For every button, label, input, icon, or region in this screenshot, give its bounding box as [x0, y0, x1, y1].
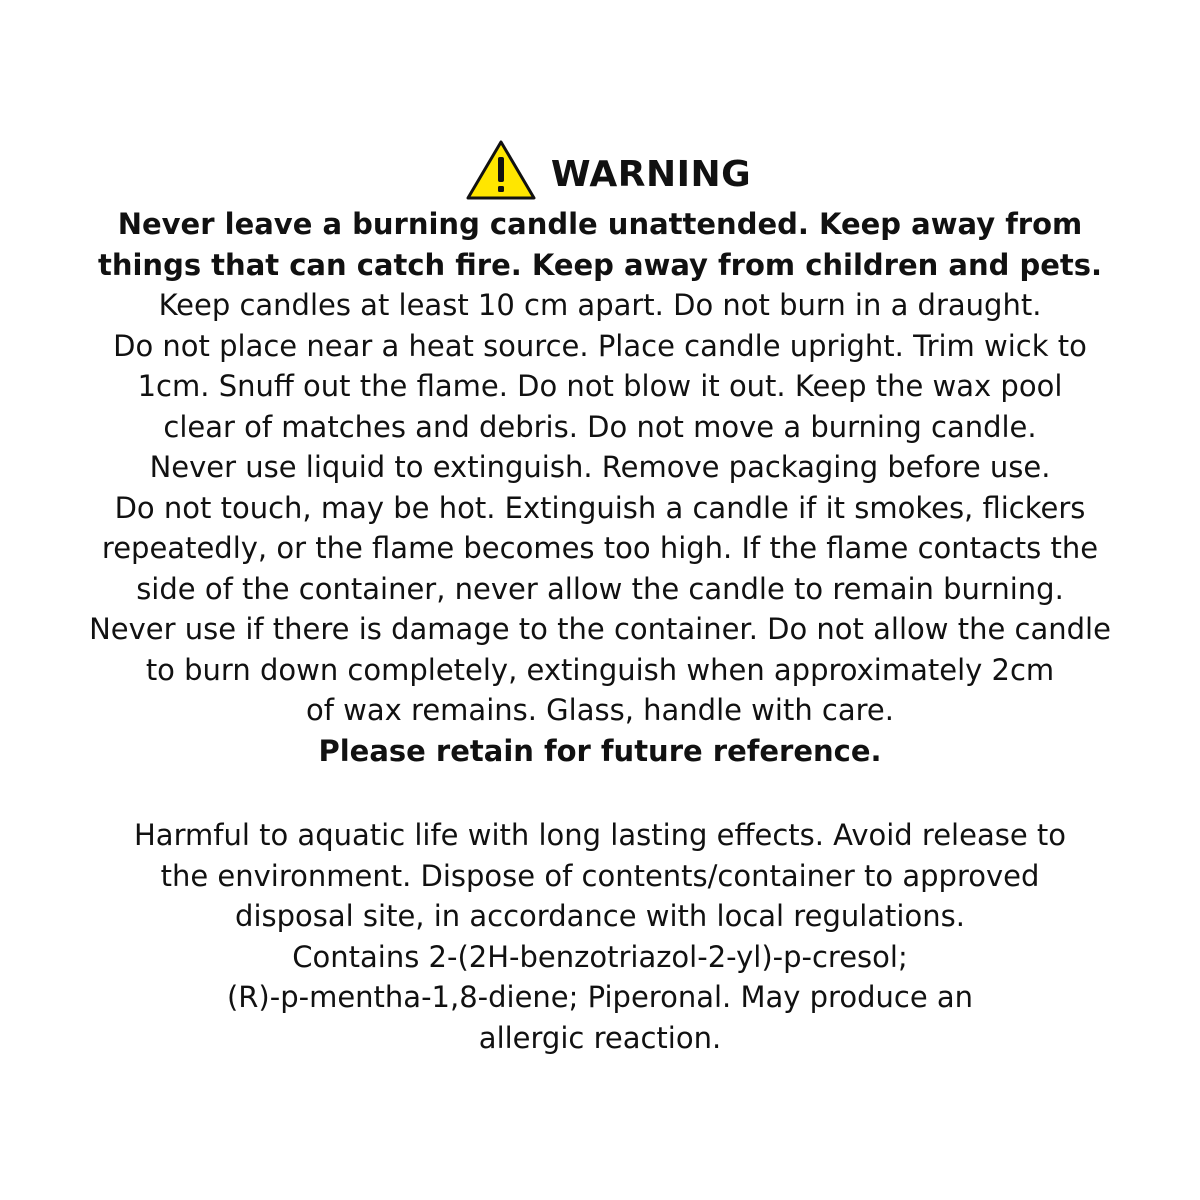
instruction-line: Do not place near a heat source. Place candle upright. Trim wick to — [113, 328, 1087, 363]
retain-note-block — [20, 731, 1180, 772]
instruction-line: side of the container, never allow the candle to remain burning. — [136, 571, 1064, 606]
retain-note: Please retain for future reference. — [318, 733, 882, 768]
bold-intro — [20, 204, 1180, 285]
instruction-line: Never use if there is damage to the container. Do not allow the candle — [89, 612, 1111, 646]
environment-line: Harmful to aquatic life with long lasting effects. Avoid release to — [134, 818, 1066, 852]
instruction-line: Never use liquid to extinguish. Remove packaging before use. — [149, 450, 1051, 484]
environment-line: the environment. Dispose of contents/container to approved — [160, 858, 1040, 893]
warning-heading — [8, 138, 1200, 202]
environment-line: Contains 2-(2H-benzotriazol-2-yl)-p-cresol; — [292, 939, 908, 974]
instruction-line: of wax remains. Glass, handle with care. — [306, 693, 894, 727]
environment-line: allergic reaction. — [478, 1020, 722, 1055]
environment-line: disposal site, in accordance with local regulations. — [235, 899, 965, 933]
instruction-line: clear of matches and debris. Do not move a burning candle. — [163, 409, 1037, 444]
instruction-line: 1cm. Snuff out the flame. Do not blow it out. Keep the wax pool — [137, 369, 1063, 403]
bold-intro-line: things that can catch fire. Keep away from children and pets. — [97, 247, 1103, 282]
instruction-line: repeatedly, or the flame becomes too high. If the flame contacts the — [101, 531, 1099, 565]
bold-intro-line: Never leave a burning candle unattended. Keep away from — [117, 207, 1083, 241]
instruction-line: to burn down completely, extinguish when approximately 2cm — [145, 652, 1055, 687]
instruction-line: Keep candles at least 10 cm apart. Do not burn in a draught. — [158, 288, 1042, 322]
environment-line: (R)-p-mentha-1,8-diene; Piperonal. May produce an — [226, 980, 974, 1014]
warning-title: WARNING — [550, 154, 752, 195]
environment-notice — [20, 815, 1180, 1058]
section-spacer — [0, 771, 1200, 815]
instruction-line: Do not touch, may be hot. Extinguish a candle if it smokes, flickers — [114, 490, 1086, 525]
instructions — [20, 285, 1180, 731]
warning-triangle-icon — [465, 138, 537, 202]
